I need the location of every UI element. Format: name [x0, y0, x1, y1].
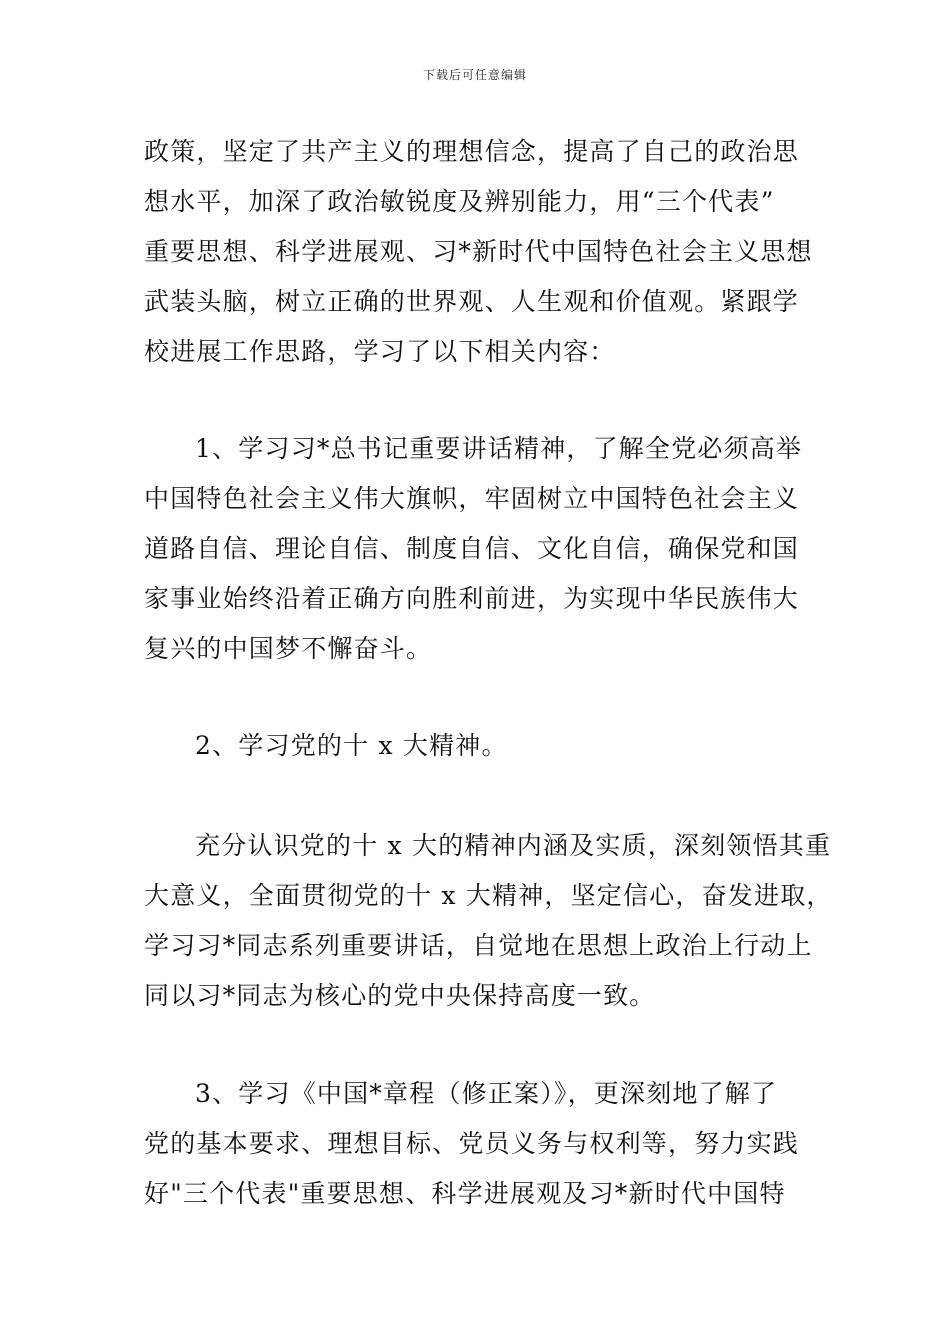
paragraph-line: 充分认识党的十 x 大的精神内涵及实质，深刻领悟其重	[195, 831, 832, 860]
paragraph-line: 道路自信、理论自信、制度自信、文化自信，确保党和国	[144, 534, 800, 563]
list-item-heading: 1、学习习*总书记重要讲话精神，了解全党必须高举	[195, 434, 803, 463]
paragraph-line: 学习习*同志系列重要讲话，自觉地在思想上政治上行动上	[144, 931, 813, 960]
paragraph-line: 重要思想、科学进展观、习*新时代中国特色社会主义思想	[144, 237, 813, 266]
paragraph-line: 同以习*同志为核心的党中央保持高度一致。	[144, 981, 656, 1010]
paragraph-line: 想水平，加深了政治敏锐度及辨别能力，用“三个代表”	[144, 187, 775, 216]
paragraph-line: 党的基本要求、理想目标、党员义务与权利等，努力实践	[144, 1129, 800, 1158]
list-item-heading: 3、学习《中国*章程（修正案）》，更深刻地了解了	[195, 1079, 778, 1108]
list-item-heading: 2、学习党的十 x 大精神。	[195, 731, 508, 760]
paragraph-line: 武装头脑，树立正确的世界观、人生观和价值观。紧跟学	[144, 287, 800, 316]
paragraph-line: 大意义，全面贯彻党的十 x 大精神，坚定信心，奋发进取，	[144, 881, 833, 910]
paragraph-line: 校进展工作思路，学习了以下相关内容：	[144, 337, 616, 366]
paragraph-line: 好"三个代表"重要思想、科学进展观及习*新时代中国特	[144, 1179, 786, 1208]
paragraph-line: 家事业始终沿着正确方向胜利前进，为实现中华民族伟大	[144, 584, 800, 613]
paragraph-line: 政策，坚定了共产主义的理想信念，提高了自己的政治思	[144, 137, 800, 166]
paragraph-line: 复兴的中国梦不懈奋斗。	[144, 634, 433, 663]
paragraph-line: 中国特色社会主义伟大旗帜，牢固树立中国特色社会主义	[144, 484, 800, 513]
header-note: 下载后可任意编辑	[422, 68, 527, 82]
